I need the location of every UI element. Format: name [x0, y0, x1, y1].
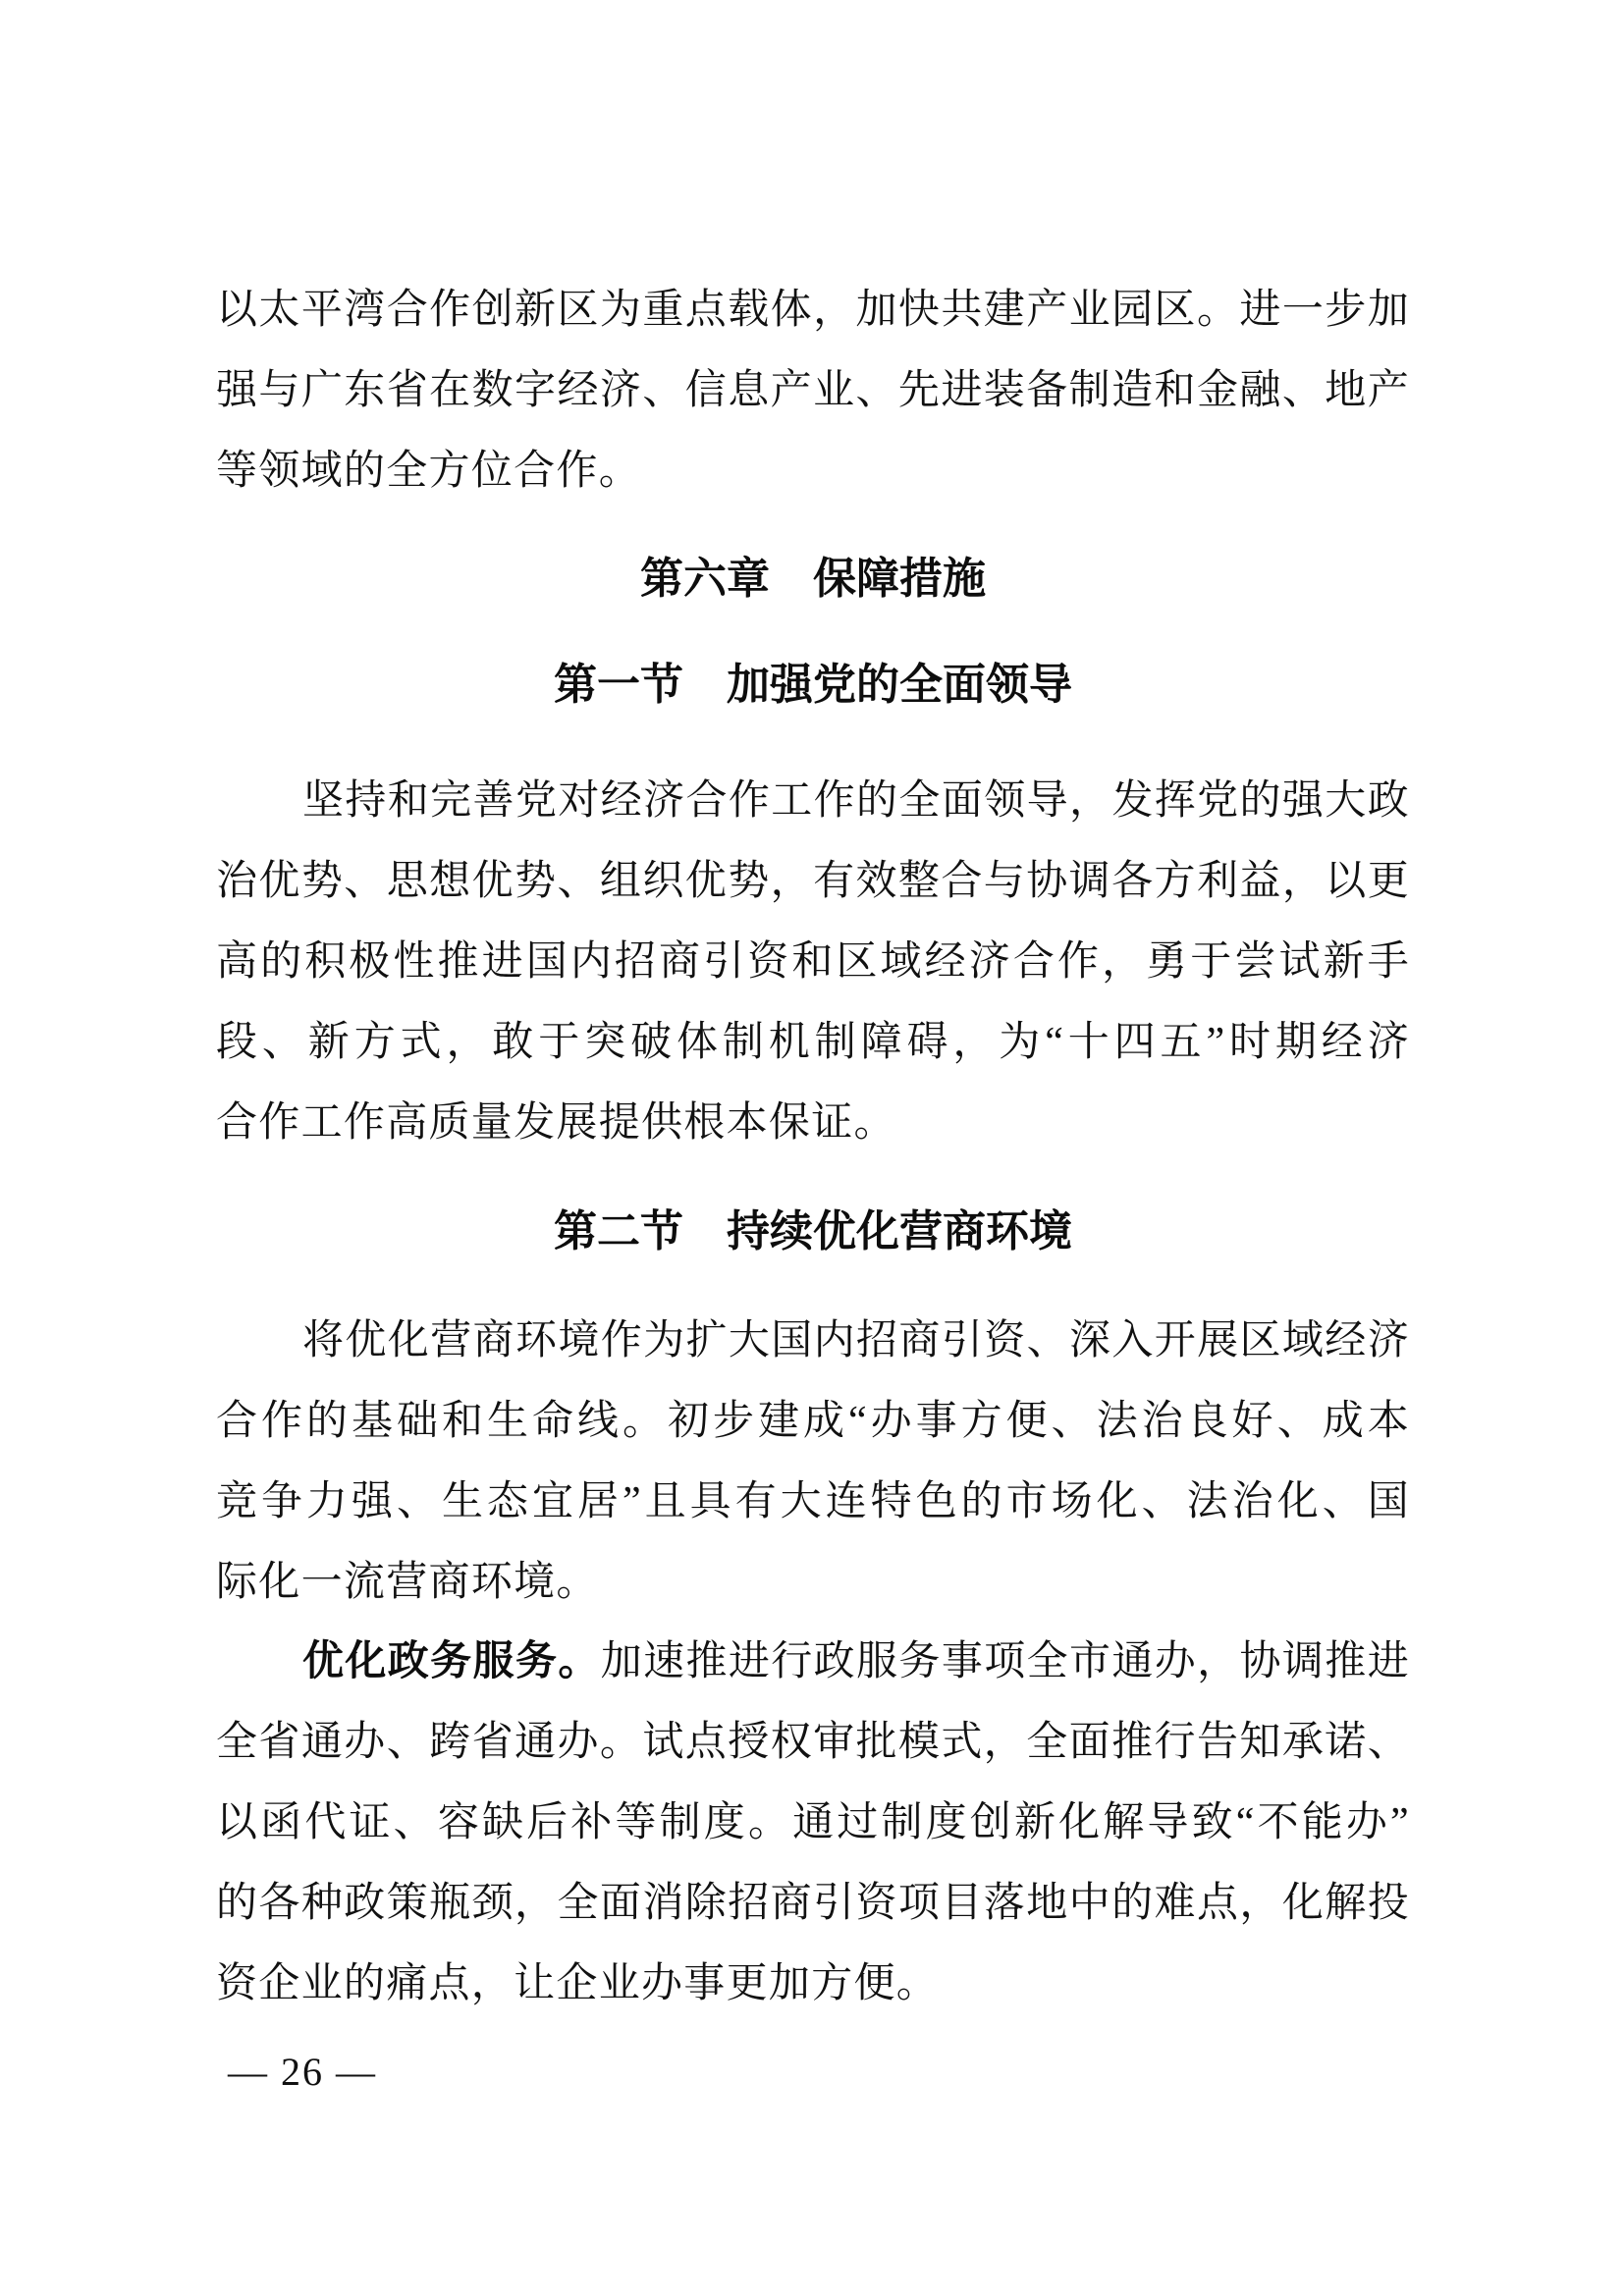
body-line: 全省通办、跨省通办。试点授权审批模式，全面推行告知承诺、 [216, 1720, 1410, 1765]
intro-paragraph [216, 270, 1410, 511]
body-line: 际化一流营商环境。 [216, 1560, 599, 1605]
body-line: 治优势、思想优势、组织优势，有效整合与协调各方利益，以更 [216, 859, 1410, 904]
body-line: 强与广东省在数字经济、信息产业、先进装备制造和金融、地产 [216, 368, 1410, 413]
body-line: 资企业的痛点，让企业办事更加方便。 [216, 1961, 940, 2006]
bold-lead-text: 优化政务服务。 [302, 1639, 601, 1684]
body-line: 以太平湾合作创新区为重点载体，加快共建产业园区。进一步加 [216, 288, 1410, 333]
body-line: 坚持和完善党对经济合作工作的全面领导，发挥党的强大政 [302, 778, 1410, 824]
body-line: 段、新方式，敢于突破体制机制障碍，为“十四五”时期经济 [216, 1020, 1410, 1065]
body-line: 高的积极性推进国内招商引资和区域经济合作，勇于尝试新手 [216, 939, 1410, 985]
section-two-paragraph-one [216, 1301, 1410, 1623]
section-one-heading: 第一节 加强党的全面领导 [554, 661, 1072, 709]
body-line: 以函代证、容缺后补等制度。通过制度创新化解导致“不能办” [216, 1800, 1410, 1845]
body-line: 合作工作高质量发展提供根本保证。 [216, 1100, 896, 1146]
chapter-heading: 第六章 保障措施 [640, 555, 986, 603]
section-one-paragraph [216, 761, 1410, 1163]
body-line: 等领域的全方位合作。 [216, 449, 642, 494]
body-line: 的各种政策瓶颈，全面消除招商引资项目落地中的难点，化解投 [216, 1881, 1410, 1926]
page-number: — 26 — [228, 2050, 377, 2094]
body-line: 将优化营商环境作为扩大国内招商引资、深入开展区域经济 [302, 1318, 1410, 1363]
section-two-heading: 第二节 持续优化营商环境 [554, 1207, 1072, 1255]
body-line-text: 加速推进行政服务事项全市通办，协调推进 [600, 1639, 1410, 1684]
body-line: 合作的基础和生命线。初步建成“办事方便、法治良好、成本 [216, 1399, 1410, 1444]
section-two-paragraph-two [216, 1622, 1410, 2024]
body-line [216, 1622, 1410, 1702]
body-line: 竞争力强、生态宜居”且具有大连特色的市场化、法治化、国 [216, 1479, 1410, 1524]
